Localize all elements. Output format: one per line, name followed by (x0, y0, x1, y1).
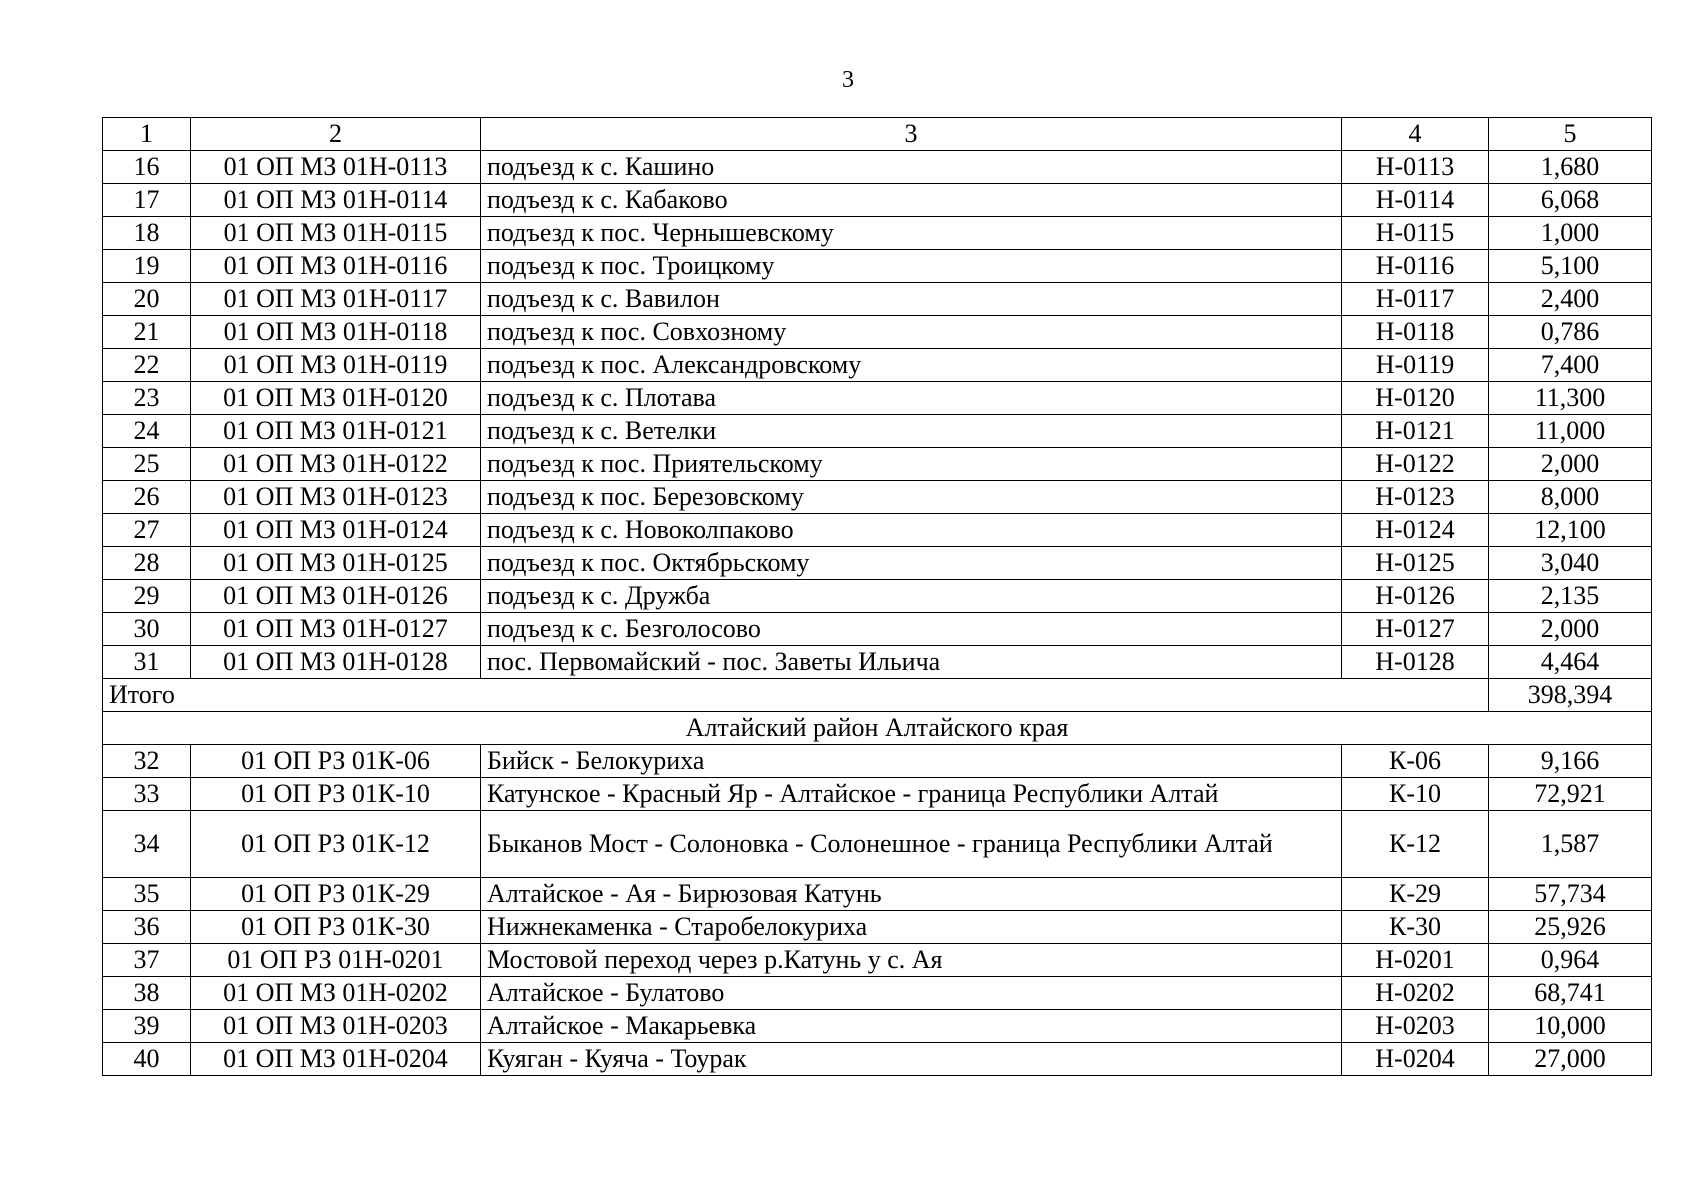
road-code: Н-0116 (1342, 250, 1489, 283)
table-row (103, 415, 1652, 448)
table-row (103, 514, 1652, 547)
road-length: 5,100 (1489, 250, 1652, 283)
road-length: 72,921 (1489, 778, 1652, 811)
road-id: 01 ОП МЗ 01Н-0114 (191, 184, 481, 217)
road-name: подъезд к пос. Октябрьскому (481, 547, 1342, 580)
road-code: К-06 (1342, 745, 1489, 778)
table-row (103, 448, 1652, 481)
road-id: 01 ОП МЗ 01Н-0128 (191, 646, 481, 679)
row-index: 38 (103, 977, 191, 1010)
road-id: 01 ОП МЗ 01Н-0117 (191, 283, 481, 316)
road-name: подъезд к с. Кабаково (481, 184, 1342, 217)
road-name: подъезд к пос. Совхозному (481, 316, 1342, 349)
road-name: Мостовой переход через р.Катунь у с. Ая (481, 944, 1342, 977)
row-index: 27 (103, 514, 191, 547)
road-id: 01 ОП РЗ 01К-10 (191, 778, 481, 811)
table-row (103, 977, 1652, 1010)
table-row (103, 1010, 1652, 1043)
road-length: 27,000 (1489, 1043, 1652, 1076)
road-id: 01 ОП МЗ 01Н-0118 (191, 316, 481, 349)
road-name: подъезд к с. Кашино (481, 151, 1342, 184)
road-code: Н-0128 (1342, 646, 1489, 679)
row-index: 23 (103, 382, 191, 415)
road-id: 01 ОП МЗ 01Н-0115 (191, 217, 481, 250)
road-code: Н-0127 (1342, 613, 1489, 646)
section-title: Алтайский район Алтайского края (103, 712, 1652, 745)
road-length: 7,400 (1489, 349, 1652, 382)
column-number-4: 4 (1342, 118, 1489, 151)
row-index: 19 (103, 250, 191, 283)
table-row (103, 283, 1652, 316)
row-index: 37 (103, 944, 191, 977)
road-length: 0,964 (1489, 944, 1652, 977)
road-id: 01 ОП МЗ 01Н-0120 (191, 382, 481, 415)
road-code: Н-0124 (1342, 514, 1489, 547)
road-length: 2,135 (1489, 580, 1652, 613)
row-index: 30 (103, 613, 191, 646)
row-index: 28 (103, 547, 191, 580)
road-id: 01 ОП МЗ 01Н-0202 (191, 977, 481, 1010)
road-code: Н-0118 (1342, 316, 1489, 349)
row-index: 35 (103, 878, 191, 911)
row-index: 16 (103, 151, 191, 184)
road-code: Н-0113 (1342, 151, 1489, 184)
road-name: Нижнекаменка - Старобелокуриха (481, 911, 1342, 944)
road-code: Н-0126 (1342, 580, 1489, 613)
road-id: 01 ОП МЗ 01Н-0116 (191, 250, 481, 283)
road-name: подъезд к пос. Чернышевскому (481, 217, 1342, 250)
road-length: 10,000 (1489, 1010, 1652, 1043)
row-index: 24 (103, 415, 191, 448)
page-number: 3 (842, 67, 854, 93)
table-row (103, 944, 1652, 977)
road-name: подъезд к пос. Троицкому (481, 250, 1342, 283)
road-id: 01 ОП РЗ 01К-12 (191, 811, 481, 878)
road-length: 2,000 (1489, 613, 1652, 646)
road-length: 11,300 (1489, 382, 1652, 415)
road-name: подъезд к с. Плотава (481, 382, 1342, 415)
road-id: 01 ОП МЗ 01Н-0126 (191, 580, 481, 613)
road-id: 01 ОП МЗ 01Н-0125 (191, 547, 481, 580)
road-id: 01 ОП МЗ 01Н-0121 (191, 415, 481, 448)
road-name: подъезд к с. Вавилон (481, 283, 1342, 316)
table-row (103, 878, 1652, 911)
table-row (103, 811, 1652, 878)
road-code: Н-0123 (1342, 481, 1489, 514)
table-row (103, 184, 1652, 217)
road-code: Н-0115 (1342, 217, 1489, 250)
road-length: 2,000 (1489, 448, 1652, 481)
row-index: 36 (103, 911, 191, 944)
road-length: 4,464 (1489, 646, 1652, 679)
table-row (103, 217, 1652, 250)
road-id: 01 ОП МЗ 01Н-0119 (191, 349, 481, 382)
road-length: 68,741 (1489, 977, 1652, 1010)
road-length: 1,587 (1489, 811, 1652, 878)
road-name: подъезд к пос. Березовскому (481, 481, 1342, 514)
table-row (103, 778, 1652, 811)
header-row (103, 118, 1652, 151)
road-name: Куяган - Куяча - Тоурак (481, 1043, 1342, 1076)
road-code: Н-0120 (1342, 382, 1489, 415)
total-row (103, 679, 1652, 712)
road-code: К-30 (1342, 911, 1489, 944)
column-number-2: 2 (191, 118, 481, 151)
road-length: 2,400 (1489, 283, 1652, 316)
road-name: подъезд к с. Ветелки (481, 415, 1342, 448)
row-index: 21 (103, 316, 191, 349)
road-id: 01 ОП МЗ 01Н-0113 (191, 151, 481, 184)
row-index: 20 (103, 283, 191, 316)
road-code: Н-0117 (1342, 283, 1489, 316)
road-id: 01 ОП РЗ 01К-29 (191, 878, 481, 911)
road-id: 01 ОП МЗ 01Н-0124 (191, 514, 481, 547)
road-name: подъезд к пос. Александровскому (481, 349, 1342, 382)
table-row (103, 745, 1652, 778)
road-id: 01 ОП МЗ 01Н-0122 (191, 448, 481, 481)
road-code: Н-0125 (1342, 547, 1489, 580)
row-index: 25 (103, 448, 191, 481)
row-index: 29 (103, 580, 191, 613)
road-length: 0,786 (1489, 316, 1652, 349)
road-length: 25,926 (1489, 911, 1652, 944)
road-length: 6,068 (1489, 184, 1652, 217)
road-name: Алтайское - Булатово (481, 977, 1342, 1010)
table-row (103, 580, 1652, 613)
row-index: 34 (103, 811, 191, 878)
table-row (103, 1043, 1652, 1076)
road-id: 01 ОП МЗ 01Н-0203 (191, 1010, 481, 1043)
total-label: Итого (103, 679, 1489, 712)
total-value: 398,394 (1489, 679, 1652, 712)
road-name: Быканов Мост - Солоновка - Солонешное - граница Республики Алтай (481, 811, 1342, 878)
road-length: 8,000 (1489, 481, 1652, 514)
row-index: 31 (103, 646, 191, 679)
road-name: Алтайское - Ая - Бирюзовая Катунь (481, 878, 1342, 911)
road-code: Н-0122 (1342, 448, 1489, 481)
road-name: подъезд к с. Новоколпаково (481, 514, 1342, 547)
road-name: Катунское - Красный Яр - Алтайское - граница Республики Алтай (481, 778, 1342, 811)
row-index: 18 (103, 217, 191, 250)
road-code: Н-0203 (1342, 1010, 1489, 1043)
row-index: 39 (103, 1010, 191, 1043)
road-code: Н-0202 (1342, 977, 1489, 1010)
road-length: 11,000 (1489, 415, 1652, 448)
road-name: пос. Первомайский - пос. Заветы Ильича (481, 646, 1342, 679)
section-row (103, 712, 1652, 745)
road-name: Алтайское - Макарьевка (481, 1010, 1342, 1043)
row-index: 32 (103, 745, 191, 778)
roads-table (102, 117, 1652, 1076)
row-index: 17 (103, 184, 191, 217)
road-code: Н-0204 (1342, 1043, 1489, 1076)
road-code: К-29 (1342, 878, 1489, 911)
row-index: 22 (103, 349, 191, 382)
road-code: Н-0114 (1342, 184, 1489, 217)
table-row (103, 349, 1652, 382)
road-length: 12,100 (1489, 514, 1652, 547)
table-row (103, 151, 1652, 184)
road-id: 01 ОП РЗ 01К-30 (191, 911, 481, 944)
column-number-1: 1 (103, 118, 191, 151)
road-id: 01 ОП МЗ 01Н-0204 (191, 1043, 481, 1076)
table-row (103, 382, 1652, 415)
road-length: 1,000 (1489, 217, 1652, 250)
road-id: 01 ОП МЗ 01Н-0123 (191, 481, 481, 514)
road-length: 3,040 (1489, 547, 1652, 580)
column-number-3: 3 (481, 118, 1342, 151)
row-index: 26 (103, 481, 191, 514)
row-index: 33 (103, 778, 191, 811)
table-row (103, 547, 1652, 580)
road-name: подъезд к с. Дружба (481, 580, 1342, 613)
row-index: 40 (103, 1043, 191, 1076)
road-code: К-12 (1342, 811, 1489, 878)
road-length: 9,166 (1489, 745, 1652, 778)
road-id: 01 ОП РЗ 01Н-0201 (191, 944, 481, 977)
road-length: 1,680 (1489, 151, 1652, 184)
road-id: 01 ОП РЗ 01К-06 (191, 745, 481, 778)
table-row (103, 316, 1652, 349)
column-number-5: 5 (1489, 118, 1652, 151)
road-code: К-10 (1342, 778, 1489, 811)
road-code: Н-0201 (1342, 944, 1489, 977)
road-name: подъезд к с. Безголосово (481, 613, 1342, 646)
table-row (103, 613, 1652, 646)
road-name: Бийск - Белокуриха (481, 745, 1342, 778)
table-row (103, 250, 1652, 283)
table-row (103, 911, 1652, 944)
table-row (103, 481, 1652, 514)
road-code: Н-0121 (1342, 415, 1489, 448)
table-row (103, 646, 1652, 679)
road-code: Н-0119 (1342, 349, 1489, 382)
road-id: 01 ОП МЗ 01Н-0127 (191, 613, 481, 646)
road-length: 57,734 (1489, 878, 1652, 911)
road-name: подъезд к пос. Приятельскому (481, 448, 1342, 481)
